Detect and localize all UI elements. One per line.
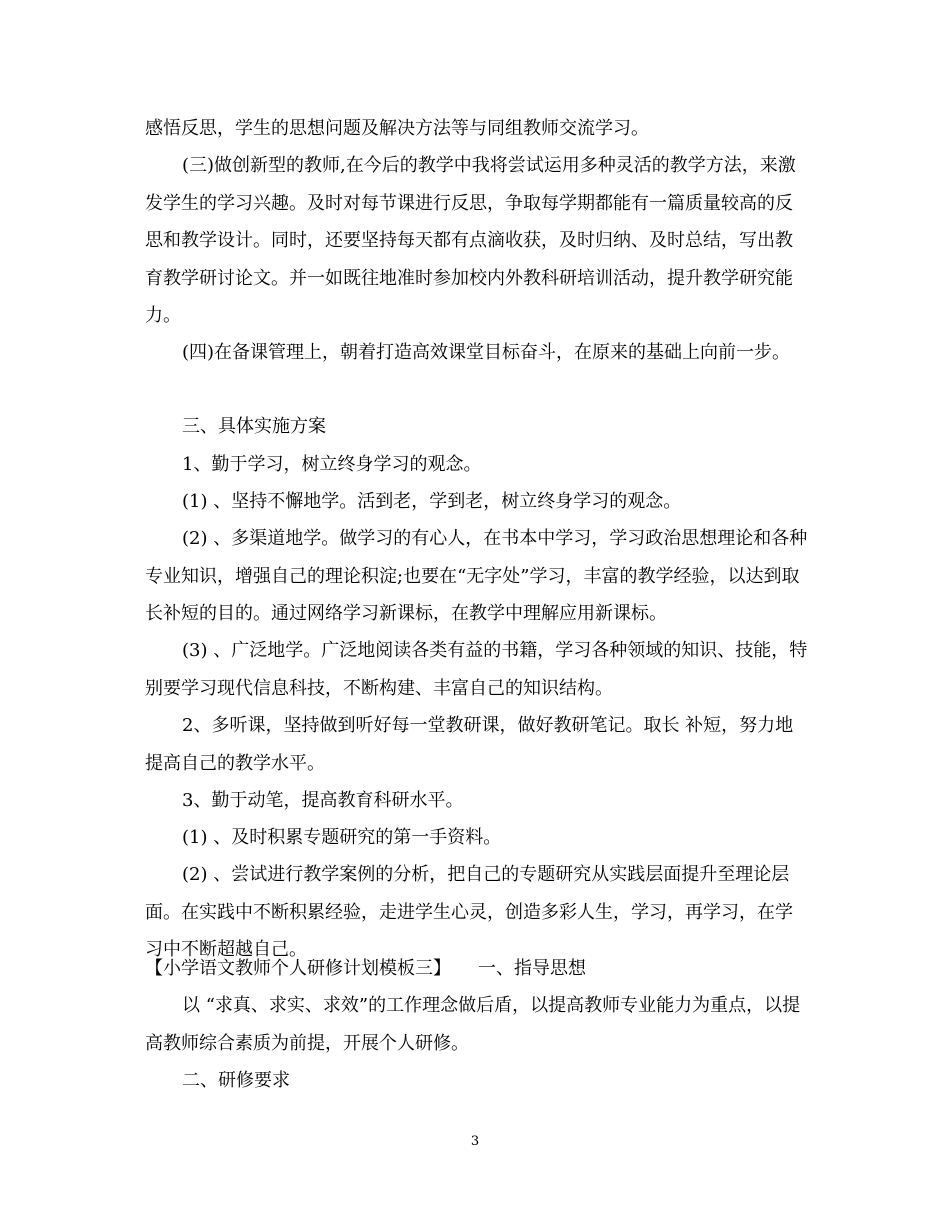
section-heading-3: 三、具体实施方案 [182,416,326,437]
paragraph-2: (三)做创新型的教师,在今后的教学中我将尝试运用多种灵活的教学方法，来激发学生的学习兴趣。及时对每节课进行反思，争取每学期都能有一篇质量较高的反思和教学设计。同时，还要坚持每天都有点滴收获，及时归纳、及时总结，写出教育教学研讨论文。并一如既往地准时参加校内外教科研培训活动，提升教学研究能力。 [145,155,796,326]
paragraph-5: 1、勤于学习，树立终身学习的观念。 [182,454,482,475]
paragraph-9: 2、多听课，坚持做到听好每一堂教研课，做好教研笔记。取长 补短，努力地提高自己的教学水平。 [145,715,794,774]
paragraph-10: 3、勤于动笔，提高教育科研水平。 [182,790,464,811]
paragraph-12: (2) 、尝试进行教学案例的分析，把自己的专题研究从实践层面提升至理论层面。在实践中不断积累经验，走进学生心灵，创造多彩人生，学习，再学习，在学习中不断超越自己。 [145,864,793,960]
paragraph-3: (四)在备课管理上，朝着打造高效课堂目标奋斗，在原来的基础上向前一步。 [182,342,791,363]
page-number: 3 [470,1134,480,1149]
paragraph-7: (2) 、多渠道地学。做学习的有心人，在书本中学习，学习政治思想理论和各种专业知识，增强自己的理论积淀;也要在“无字处”学习，丰富的教学经验，以达到取长补短的目的。通过网络学习新课标，在教学中理解应用新课标。 [145,528,808,624]
paragraph-1: 感悟反思，学生的思想问题及解决方法等与同组教师交流学习。 [145,118,649,139]
paragraph-6: (1) 、坚持不懈地学。活到老，学到老，树立终身学习的观念。 [182,491,682,512]
paragraph-11: (1) 、及时积累专题研究的第一手资料。 [182,827,502,848]
template-heading: 【小学语文教师个人研修计划模板三】 一、指导思想 [145,958,586,979]
section-heading-research-requirements: 二、研修要求 [182,1070,290,1091]
paragraph-14: 以 “求真、求实、求效”的工作理念做后盾，以提高教师专业能力为重点，以提高教师综合素质为前提，开展个人研修。 [145,995,801,1054]
paragraph-8: (3) 、广泛地学。广泛地阅读各类有益的书籍，学习各种领域的知识、技能，特别要学习现代信息科技，不断构建、丰富自己的知识结构。 [145,640,808,699]
